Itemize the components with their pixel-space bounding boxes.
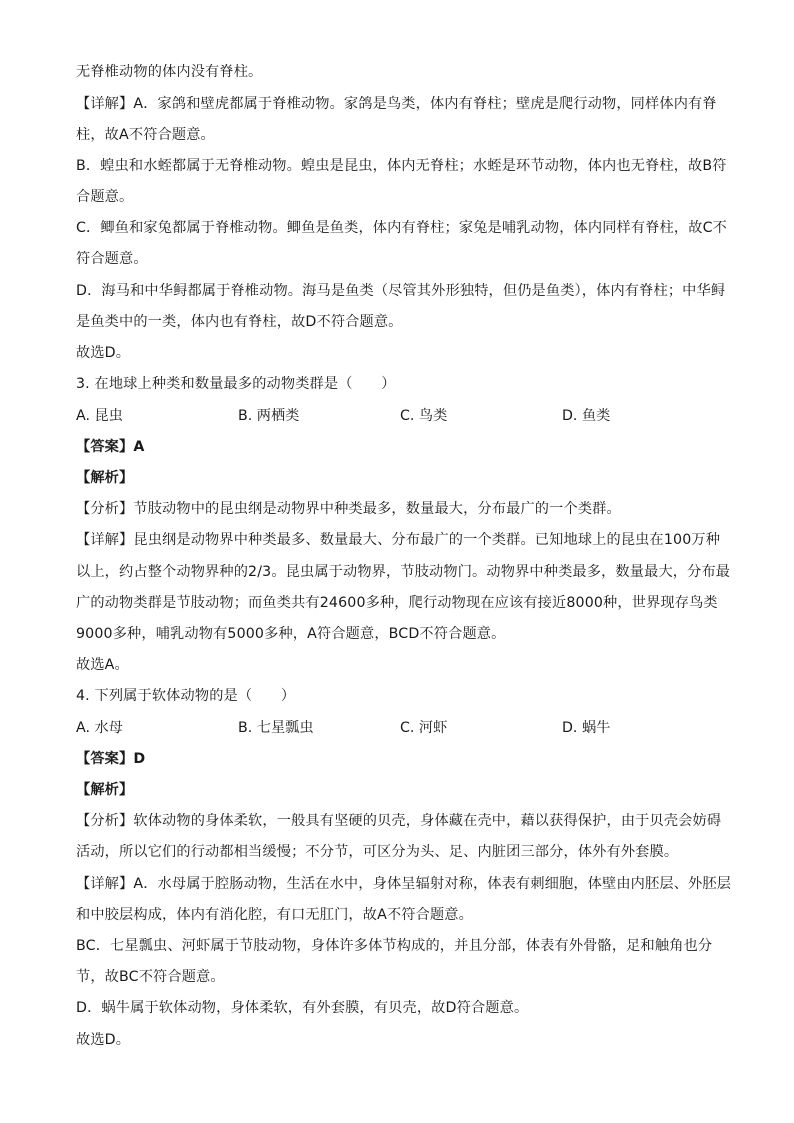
q4-option-c: C. 河虾 bbox=[400, 720, 448, 736]
text-line: 故选D。 bbox=[76, 345, 131, 361]
text-line: 故选D。 bbox=[76, 1032, 131, 1048]
text-line: C．鲫鱼和家兔都属于脊椎动物。鲫鱼是鱼类，体内有脊柱；家兔是哺乳动物，体内同样有脊柱，故C不 bbox=[76, 220, 727, 236]
q4-analysis-heading: 【解析】 bbox=[76, 782, 134, 798]
text-line: 和中胶层构成，体内有消化腔，有口无肛门，故A不符合题意。 bbox=[76, 907, 473, 923]
text-line: 【详解】A．水母属于腔肠动物，生活在水中，身体呈辐射对称，体表有刺细胞，体壁由内胚层、外胚层 bbox=[76, 876, 732, 892]
text-line: 【详解】A．家鸽和壁虎都属于脊椎动物。家鸽是鸟类，体内有脊柱；壁虎是爬行动物，同样体内有脊 bbox=[76, 96, 717, 112]
text-line: 【分析】节肢动物中的昆虫纲是动物界中种类最多，数量最大，分布最广的一个类群。 bbox=[76, 501, 621, 517]
text-line: D．海马和中华鲟都属于脊椎动物。海马是鱼类（尽管其外形独特，但仍是鱼类），体内有脊柱；中华鲟 bbox=[76, 283, 726, 299]
q3-option-b: B. 两栖类 bbox=[238, 408, 300, 424]
q4-option-d: D. 蜗牛 bbox=[562, 720, 611, 736]
text-line: 故选A。 bbox=[76, 657, 129, 673]
question-4: 4. 下列属于软体动物的是（ ） bbox=[76, 688, 296, 704]
q3-option-d: D. 鱼类 bbox=[562, 408, 611, 424]
text-line: 以上，约占整个动物界种的2/3。昆虫属于动物界，节肢动物门。动物界中种类最多，数量最大，分布最 bbox=[76, 564, 731, 580]
text-line: 节，故BC不符合题意。 bbox=[76, 969, 225, 985]
text-line: 【详解】昆虫纲是动物界中种类最多、数量最大、分布最广的一个类群。已知地球上的昆虫在100万种 bbox=[76, 532, 721, 548]
text-line: 广的动物类群是节肢动物；而鱼类共有24600多种，爬行动物现在应该有接近8000种，世界现存鸟类 bbox=[76, 595, 718, 611]
text-line: 9000多种，哺乳动物有5000多种，A符合题意，BCD不符合题意。 bbox=[76, 626, 506, 642]
text-line: B．蝗虫和水蛭都属于无脊椎动物。蝗虫是昆虫，体内无脊柱；水蛭是环节动物，体内也无脊柱，故B符 bbox=[76, 158, 727, 174]
text-line: 柱，故A不符合题意。 bbox=[76, 127, 215, 143]
q3-option-c: C. 鸟类 bbox=[400, 408, 448, 424]
text-line: 合题意。 bbox=[76, 189, 134, 205]
q3-option-a: A. 昆虫 bbox=[76, 408, 123, 424]
text-line: BC．七星瓢虫、河虾属于节肢动物，身体许多体节构成的，并且分部，体表有外骨骼，足和触角也分 bbox=[76, 938, 713, 954]
text-line: 【分析】软体动物的身体柔软，一般具有坚硬的贝壳，身体藏在壳中，藉以获得保护，由于贝壳会妨碍 bbox=[76, 813, 722, 829]
q4-option-a: A. 水母 bbox=[76, 720, 123, 736]
text-line: 符合题意。 bbox=[76, 251, 148, 267]
question-3: 3. 在地球上种类和数量最多的动物类群是（ ） bbox=[76, 376, 396, 392]
q3-answer: 【答案】A bbox=[76, 439, 145, 455]
text-line: 无脊椎动物的体内没有脊柱。 bbox=[76, 64, 263, 80]
q4-answer: 【答案】D bbox=[76, 751, 146, 767]
text-line: 活动，所以它们的行动都相当缓慢；不分节，可区分为头、足、内脏团三部分，体外有外套膜。 bbox=[76, 844, 679, 860]
q4-option-b: B. 七星瓢虫 bbox=[238, 720, 314, 736]
text-line: 是鱼类中的一类，体内也有脊柱，故D不符合题意。 bbox=[76, 314, 403, 330]
q3-analysis-heading: 【解析】 bbox=[76, 470, 134, 486]
text-line: D．蜗牛属于软体动物，身体柔软，有外套膜，有贝壳，故D符合题意。 bbox=[76, 1000, 529, 1016]
